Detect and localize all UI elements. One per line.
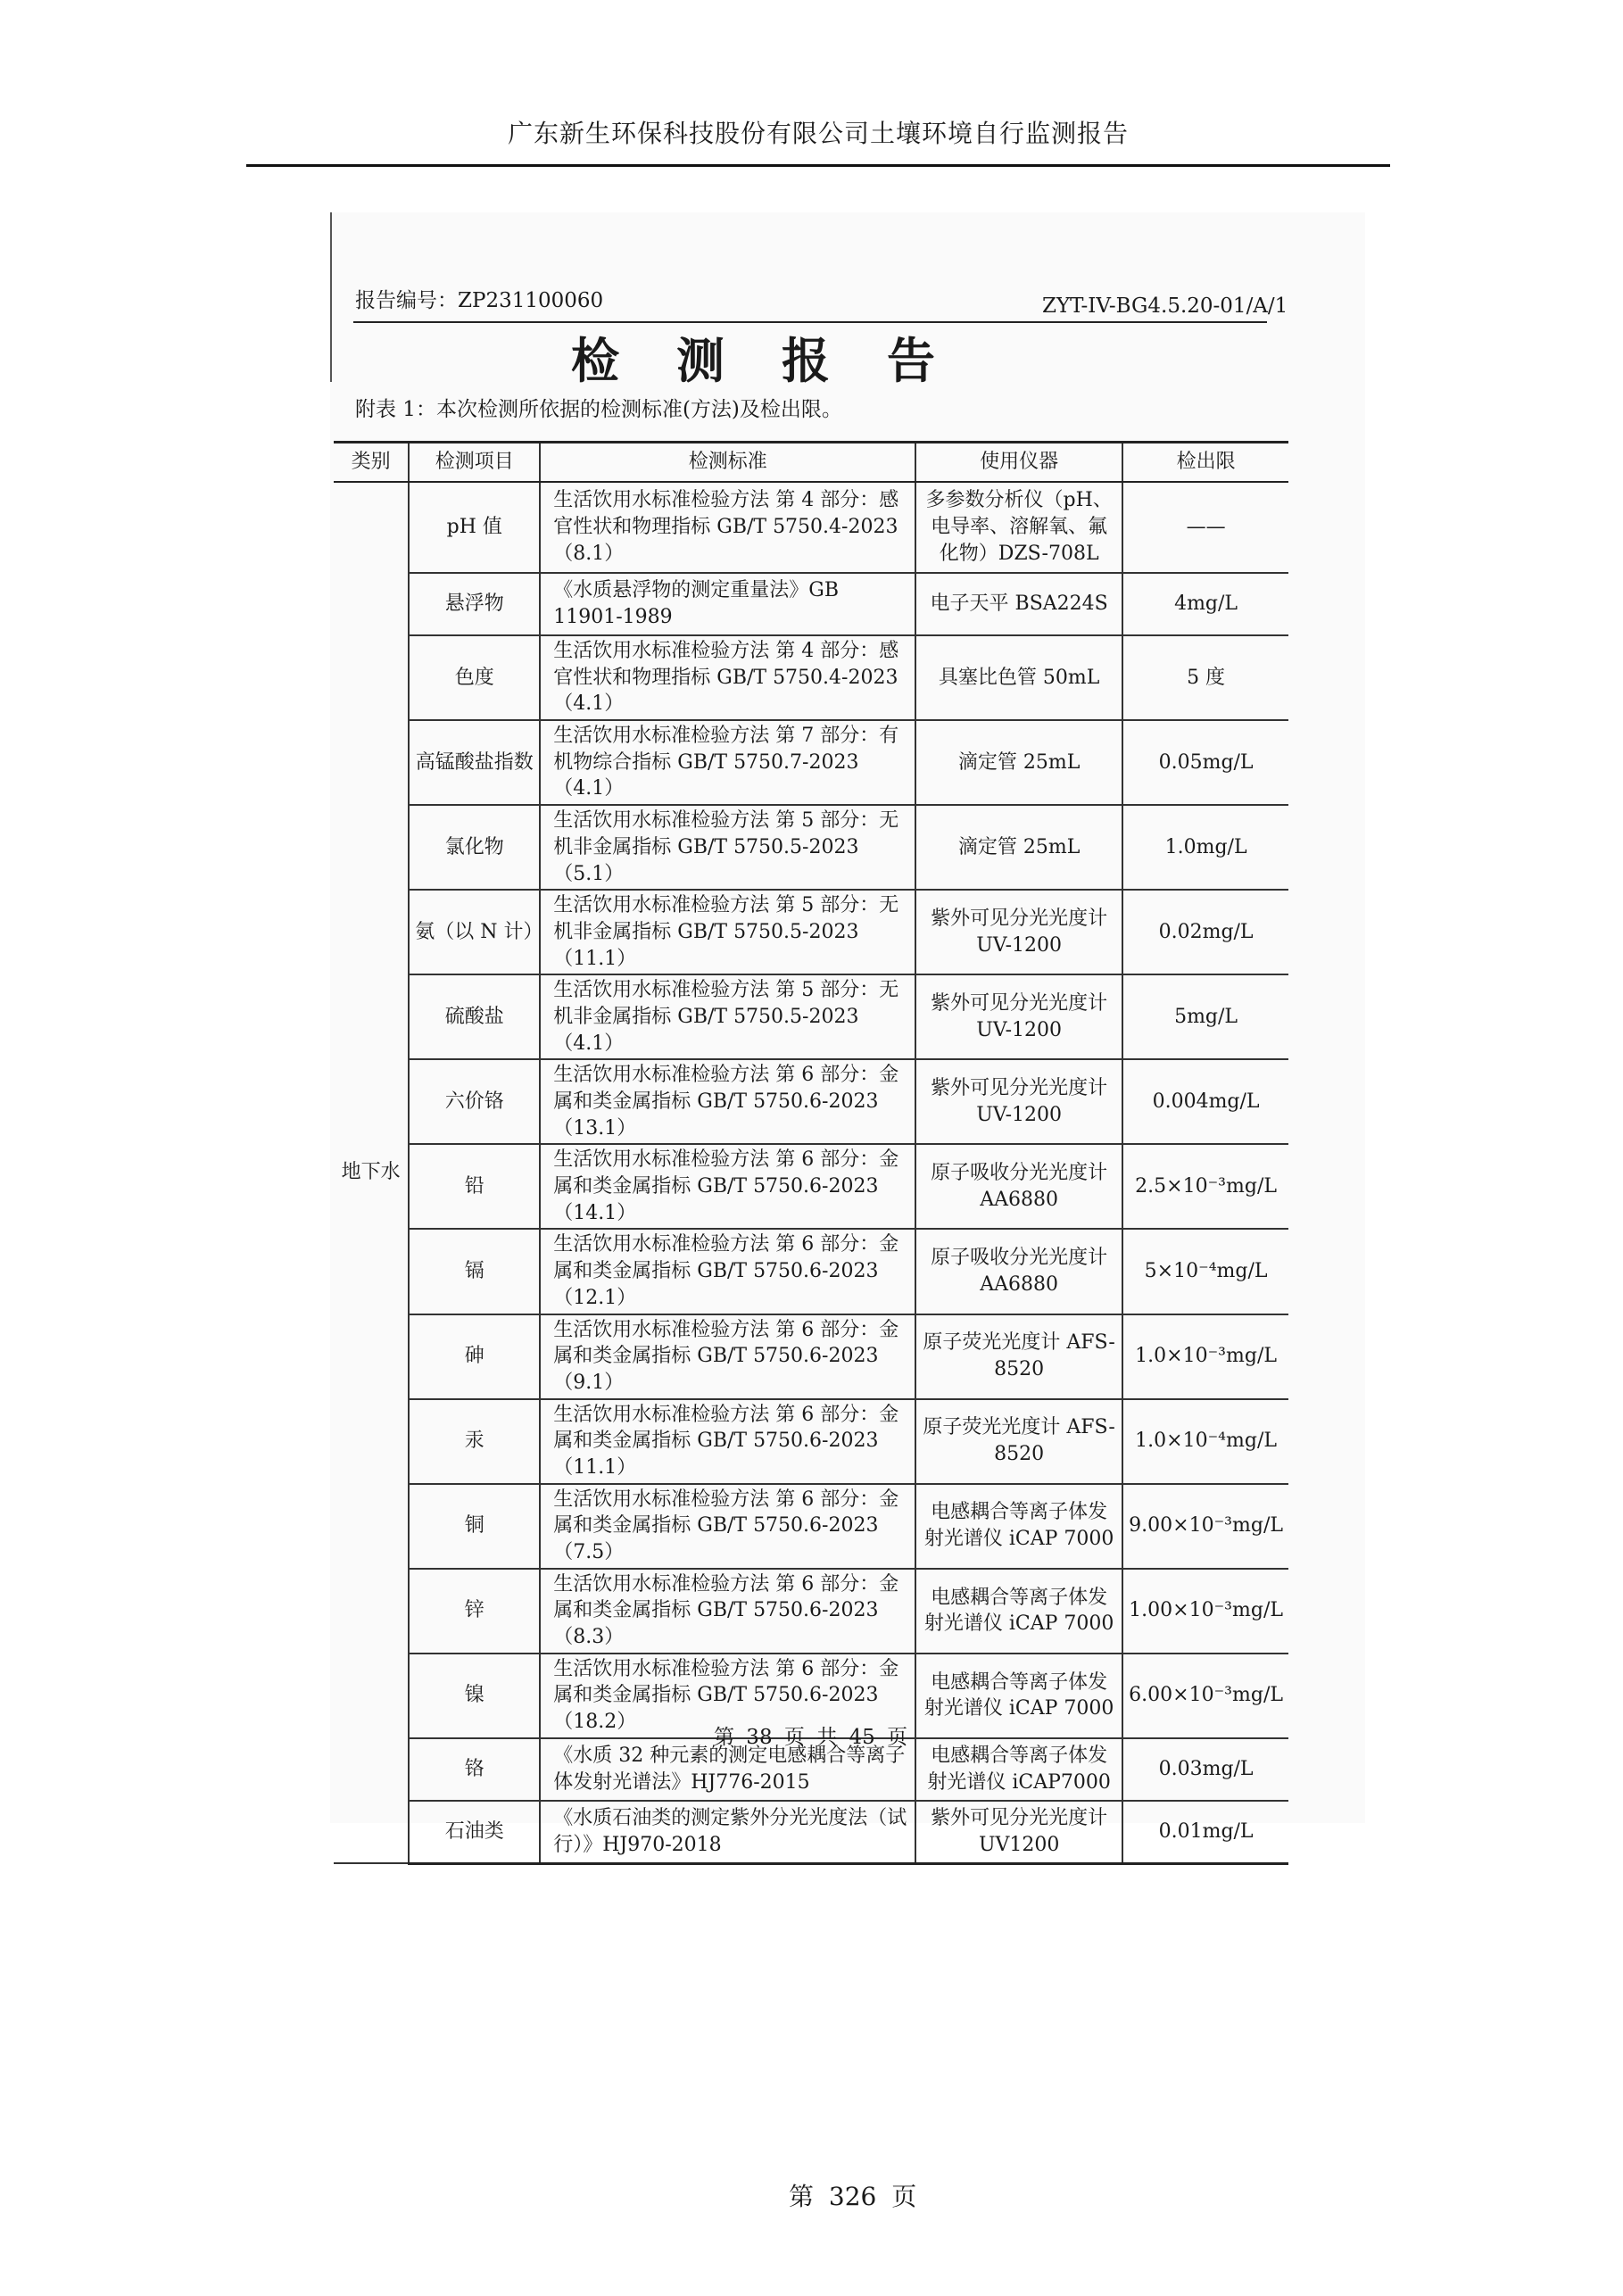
standard-cell: 生活饮用水标准检验方法 第 6 部分：金属和类金属指标 GB/T 5750.6-2023（7.5） xyxy=(540,1484,915,1569)
table-row xyxy=(334,1059,1288,1144)
table-row xyxy=(334,720,1288,805)
limit-cell: 1.0×10⁻³mg/L xyxy=(1122,1314,1288,1399)
table-row xyxy=(334,805,1288,890)
table-row xyxy=(334,573,1288,635)
instrument-cell: 滴定管 25mL xyxy=(915,720,1122,805)
table-row xyxy=(334,1484,1288,1569)
item-cell: 氨（以 N 计） xyxy=(409,890,540,974)
item-cell: 氯化物 xyxy=(409,805,540,890)
header-standard: 检测标准 xyxy=(540,443,915,483)
table-row xyxy=(334,1314,1288,1399)
table-row xyxy=(334,1229,1288,1314)
standard-cell: 生活饮用水标准检验方法 第 6 部分：金属和类金属指标 GB/T 5750.6-2023（14.1） xyxy=(540,1144,915,1229)
limit-cell: 9.00×10⁻³mg/L xyxy=(1122,1484,1288,1569)
limit-cell: 6.00×10⁻³mg/L xyxy=(1122,1654,1288,1738)
item-cell: 镉 xyxy=(409,1229,540,1314)
item-cell: 硫酸盐 xyxy=(409,974,540,1059)
header-category: 类别 xyxy=(334,443,409,483)
item-cell: pH 值 xyxy=(409,482,540,573)
instrument-cell: 多参数分析仪（pH、电导率、溶解氧、氟化物）DZS-708L xyxy=(915,482,1122,573)
instrument-cell: 原子荧光光度计 AFS-8520 xyxy=(915,1399,1122,1484)
limit-cell: 1.0×10⁻⁴mg/L xyxy=(1122,1399,1288,1484)
table-row xyxy=(334,890,1288,974)
instrument-cell: 紫外可见分光光度计 UV-1200 xyxy=(915,974,1122,1059)
standard-cell: 生活饮用水标准检验方法 第 6 部分：金属和类金属指标 GB/T 5750.6-2023（11.1） xyxy=(540,1399,915,1484)
header-item: 检测项目 xyxy=(409,443,540,483)
limit-cell: 5×10⁻⁴mg/L xyxy=(1122,1229,1288,1314)
instrument-cell: 滴定管 25mL xyxy=(915,805,1122,890)
table-row xyxy=(334,1801,1288,1864)
limit-cell: 5 度 xyxy=(1122,635,1288,720)
header-instrument: 使用仪器 xyxy=(915,443,1122,483)
item-cell: 石油类 xyxy=(409,1801,540,1864)
table-row xyxy=(334,1569,1288,1654)
standards-table xyxy=(334,441,1288,1865)
standard-cell: 《水质 32 种元素的测定电感耦合等离子体发射光谱法》HJ776-2015 xyxy=(540,1738,915,1801)
instrument-cell: 电感耦合等离子体发射光谱仪 iCAP 7000 xyxy=(915,1654,1122,1738)
standard-cell: 生活饮用水标准检验方法 第 6 部分：金属和类金属指标 GB/T 5750.6-2023（13.1） xyxy=(540,1059,915,1144)
table-header-row xyxy=(334,443,1288,483)
form-code: ZYT-IV-BG4.5.20-01/A/1 xyxy=(1042,294,1288,318)
header-divider xyxy=(246,164,1390,167)
item-cell: 高锰酸盐指数 xyxy=(409,720,540,805)
item-cell: 铜 xyxy=(409,1484,540,1569)
item-cell: 铬 xyxy=(409,1738,540,1801)
limit-cell: 0.004mg/L xyxy=(1122,1059,1288,1144)
standard-cell: 生活饮用水标准检验方法 第 6 部分：金属和类金属指标 GB/T 5750.6-2023（12.1） xyxy=(540,1229,915,1314)
instrument-cell: 紫外可见分光光度计 UV-1200 xyxy=(915,1059,1122,1144)
table-row xyxy=(334,1399,1288,1484)
instrument-cell: 紫外可见分光光度计 UV-1200 xyxy=(915,890,1122,974)
table-row xyxy=(334,974,1288,1059)
table-row xyxy=(334,635,1288,720)
outer-page-number: 第 326 页 xyxy=(789,2182,917,2211)
item-cell: 铅 xyxy=(409,1144,540,1229)
annex-caption: 附表 1：本次检测所依据的检测标准(方法)及检出限。 xyxy=(355,398,842,421)
limit-cell: 1.00×10⁻³mg/L xyxy=(1122,1569,1288,1654)
instrument-cell: 原子吸收分光光度计 AA6880 xyxy=(915,1144,1122,1229)
standard-cell: 生活饮用水标准检验方法 第 5 部分：无机非金属指标 GB/T 5750.5-2023（5.1） xyxy=(540,805,915,890)
instrument-cell: 紫外可见分光光度计 UV1200 xyxy=(915,1801,1122,1864)
limit-cell: 2.5×10⁻³mg/L xyxy=(1122,1144,1288,1229)
category-cell: 地下水 xyxy=(334,482,409,1863)
standard-cell: 生活饮用水标准检验方法 第 5 部分：无机非金属指标 GB/T 5750.5-2023（11.1） xyxy=(540,890,915,974)
standard-cell: 生活饮用水标准检验方法 第 7 部分：有机物综合指标 GB/T 5750.7-2023（4.1） xyxy=(540,720,915,805)
instrument-cell: 电感耦合等离子体发射光谱仪 iCAP 7000 xyxy=(915,1484,1122,1569)
limit-cell: 4mg/L xyxy=(1122,573,1288,635)
limit-cell: —— xyxy=(1122,482,1288,573)
inner-page-number: 第 38 页 共 45 页 xyxy=(714,1726,908,1749)
item-cell: 锌 xyxy=(409,1569,540,1654)
standard-cell: 生活饮用水标准检验方法 第 6 部分：金属和类金属指标 GB/T 5750.6-2023（18.2） xyxy=(540,1654,915,1738)
standard-cell: 生活饮用水标准检验方法 第 6 部分：金属和类金属指标 GB/T 5750.6-2023（8.3） xyxy=(540,1569,915,1654)
standard-cell: 生活饮用水标准检验方法 第 4 部分：感官性状和物理指标 GB/T 5750.4-2023（8.1） xyxy=(540,482,915,573)
standard-cell: 生活饮用水标准检验方法 第 4 部分：感官性状和物理指标 GB/T 5750.4-2023（4.1） xyxy=(540,635,915,720)
standard-cell: 生活饮用水标准检验方法 第 6 部分：金属和类金属指标 GB/T 5750.6-2023（9.1） xyxy=(540,1314,915,1399)
standard-cell: 《水质悬浮物的测定重量法》GB 11901-1989 xyxy=(540,573,915,635)
item-cell: 悬浮物 xyxy=(409,573,540,635)
instrument-cell: 原子吸收分光光度计 AA6880 xyxy=(915,1229,1122,1314)
limit-cell: 1.0mg/L xyxy=(1122,805,1288,890)
report-number: 报告编号：ZP231100060 xyxy=(355,289,604,312)
item-cell: 镍 xyxy=(409,1654,540,1738)
item-cell: 汞 xyxy=(409,1399,540,1484)
standard-cell: 生活饮用水标准检验方法 第 5 部分：无机非金属指标 GB/T 5750.5-2023（4.1） xyxy=(540,974,915,1059)
instrument-cell: 电感耦合等离子体发射光谱仪 iCAP 7000 xyxy=(915,1569,1122,1654)
table-row xyxy=(334,482,1288,573)
table-row xyxy=(334,1144,1288,1229)
document-header: 广东新生环保科技股份有限公司土壤环境自行监测报告 xyxy=(507,119,1129,148)
limit-cell: 0.03mg/L xyxy=(1122,1738,1288,1801)
item-cell: 色度 xyxy=(409,635,540,720)
instrument-cell: 具塞比色管 50mL xyxy=(915,635,1122,720)
item-cell: 砷 xyxy=(409,1314,540,1399)
instrument-cell: 电子天平 BSA224S xyxy=(915,573,1122,635)
scan-edge-line xyxy=(330,212,332,382)
limit-cell: 5mg/L xyxy=(1122,974,1288,1059)
instrument-cell: 原子荧光光度计 AFS-8520 xyxy=(915,1314,1122,1399)
item-cell: 六价铬 xyxy=(409,1059,540,1144)
standard-cell: 《水质石油类的测定紫外分光光度法（试行）》HJ970-2018 xyxy=(540,1801,915,1864)
limit-cell: 0.01mg/L xyxy=(1122,1801,1288,1864)
instrument-cell: 电感耦合等离子体发射光谱仪 iCAP7000 xyxy=(915,1738,1122,1801)
header-limit: 检出限 xyxy=(1122,443,1288,483)
limit-cell: 0.02mg/L xyxy=(1122,890,1288,974)
limit-cell: 0.05mg/L xyxy=(1122,720,1288,805)
report-title: 检测报告 xyxy=(571,332,992,389)
